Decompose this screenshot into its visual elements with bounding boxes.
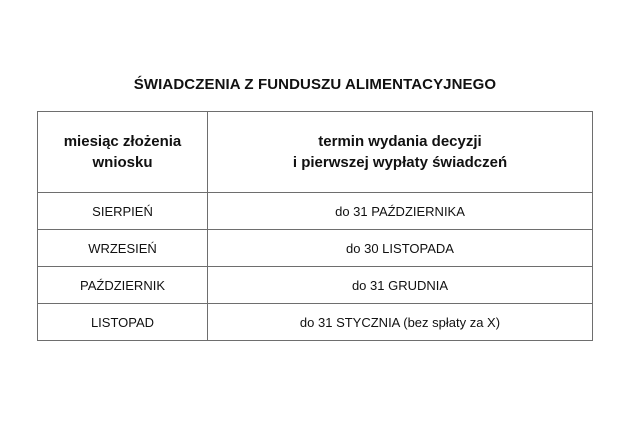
table-row	[38, 267, 593, 304]
header-deadline	[208, 112, 593, 193]
month-cell: PAŹDZIERNIK	[38, 267, 208, 304]
header-month-line: wniosku	[92, 154, 153, 171]
month-cell: SIERPIEŃ	[38, 193, 208, 230]
table-row	[38, 304, 593, 341]
deadline-cell: do 31 PAŹDZIERNIKA	[208, 193, 593, 230]
table-row	[38, 193, 593, 230]
document-title: ŚWIADCZENIA Z FUNDUSZU ALIMENTACYJNEGO	[133, 76, 497, 93]
table-row	[38, 230, 593, 267]
header-month-line: miesiąc złożenia	[63, 133, 182, 150]
month-cell: LISTOPAD	[38, 304, 208, 341]
deadline-cell: do 31 GRUDNIA	[208, 267, 593, 304]
header-deadline-line: termin wydania decyzji	[318, 133, 482, 150]
deadline-table	[37, 111, 593, 341]
deadline-cell: do 30 LISTOPADA	[208, 230, 593, 267]
header-month	[38, 112, 208, 193]
table-header-row	[38, 112, 593, 193]
deadline-cell: do 31 STYCZNIA (bez spłaty za X)	[208, 304, 593, 341]
header-deadline-line: i pierwszej wypłaty świadczeń	[292, 154, 508, 171]
month-cell: WRZESIEŃ	[38, 230, 208, 267]
